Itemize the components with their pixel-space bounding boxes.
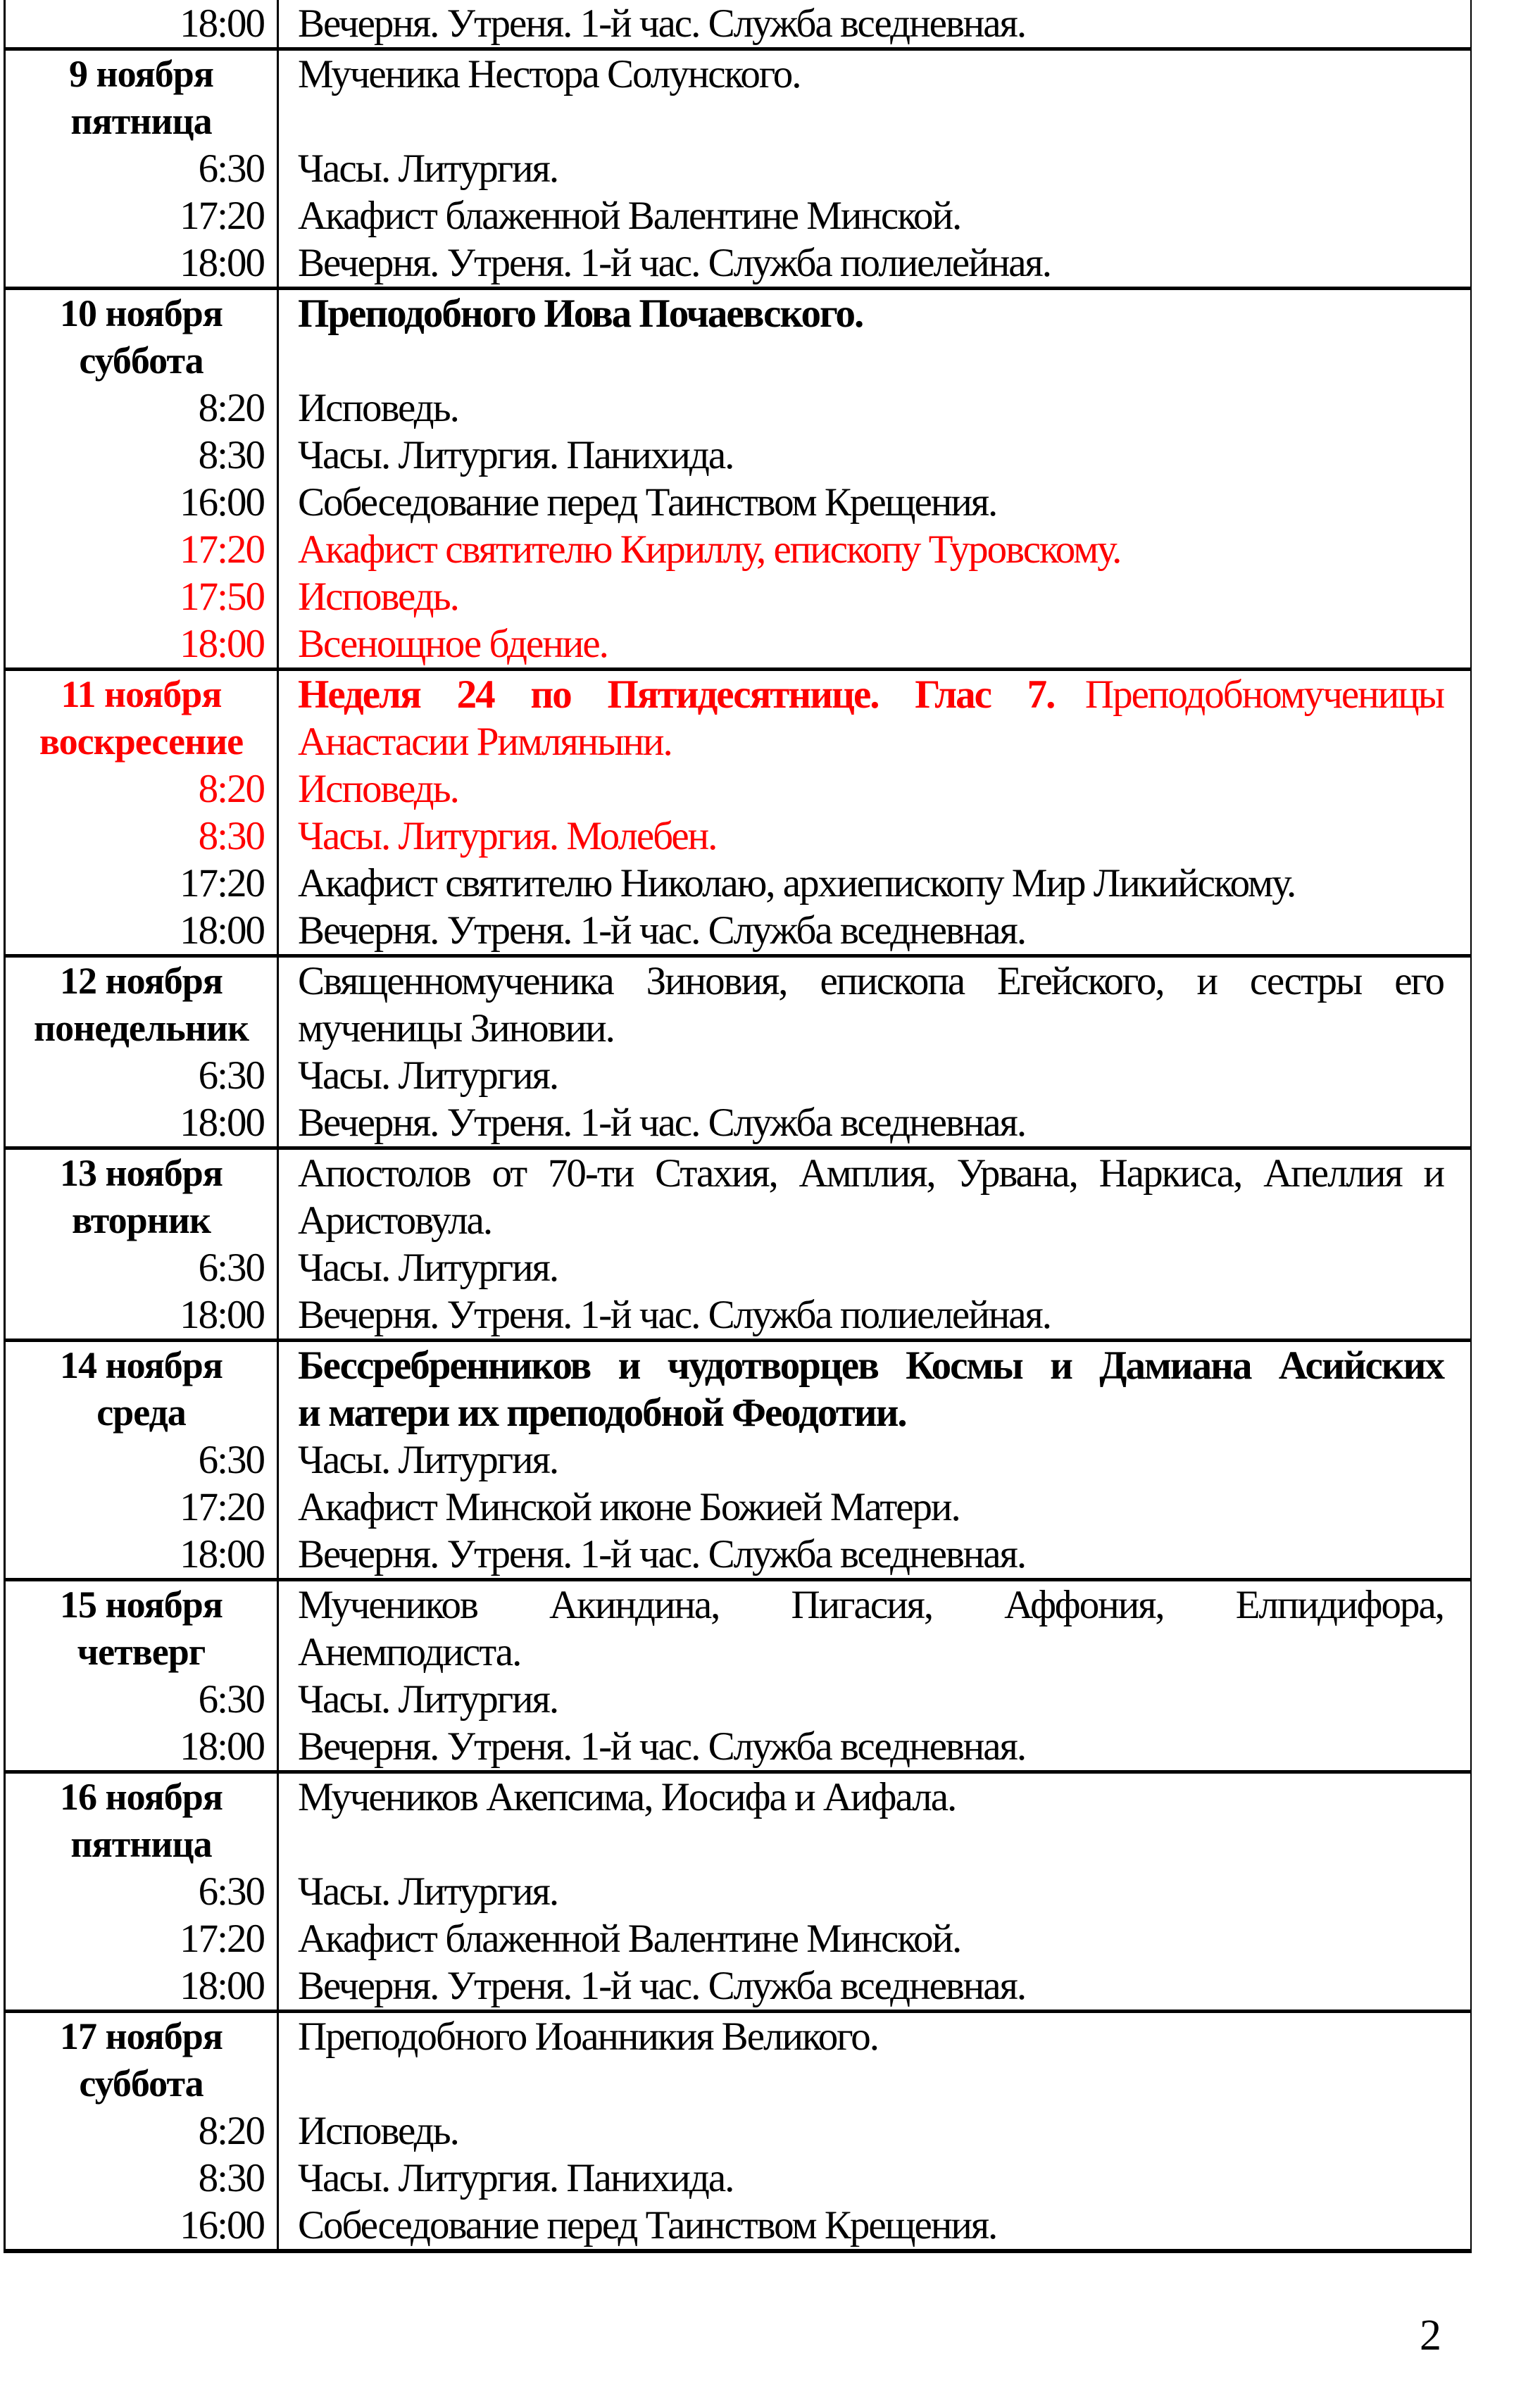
schedule-row [6,1436,1470,1484]
service-text: Часы. Литургия. [298,1869,558,1914]
date-label: 13 ноября [59,1152,223,1194]
service-text: Вечерня. Утреня. 1-й час. Служба полиелейная. [298,241,1051,285]
date-time-cell [6,1531,279,1578]
service-cell [279,2202,1470,2249]
date-label: среда [96,1391,186,1434]
schedule-row [6,1915,1470,1962]
schedule-row [6,620,1470,667]
time-label: 8:30 [198,2156,264,2200]
service-text: Анемподиста. [298,1630,521,1674]
day-section [6,0,1470,47]
service-cell [279,98,1470,145]
service-text: Преподобного Иоанникия Великого. [298,2014,878,2059]
schedule-row [6,479,1470,526]
service-cell [279,1581,1470,1629]
day-section [6,667,1470,954]
date-time-cell [6,239,279,287]
service-text: Часы. Литургия. Панихида. [298,2156,734,2200]
service-cell [279,1342,1470,1389]
time-label: 17:20 [180,194,264,238]
service-cell [279,526,1470,573]
time-label: 17:20 [180,527,264,572]
date-time-cell [6,0,279,47]
date-time-cell [6,192,279,239]
service-cell [279,1291,1470,1339]
service-cell [279,1676,1470,1723]
service-text: Акафист блаженной Валентине Минской. [298,1917,961,1961]
service-text: Исповедь. [298,767,458,811]
schedule-row [6,337,1470,384]
page-number: 2 [1420,2312,1441,2359]
date-time-cell [6,671,279,718]
service-text: Исповедь. [298,386,458,430]
service-text: Часы. Литургия. Панихида. [298,433,734,477]
service-text: Вечерня. Утреня. 1-й час. Служба вседневная. [298,1,1026,46]
time-label: 6:30 [198,1246,264,1290]
service-text: Акафист святителю Николаю, архиепископу Мир Ликийскому. [298,861,1296,905]
service-text: мученицы Зиновии. [298,1006,614,1051]
time-label: 16:00 [180,2203,264,2248]
schedule-row [6,1291,1470,1339]
date-label: 17 ноября [59,2015,223,2057]
service-cell [279,239,1470,287]
service-cell [279,765,1470,813]
service-cell [279,1629,1470,1676]
service-cell [279,384,1470,432]
service-cell [279,1868,1470,1915]
service-text: Мученика Нестора Солунского. [298,52,801,96]
date-time-cell [6,1052,279,1099]
date-time-cell [6,1676,279,1723]
date-time-cell [6,2060,279,2107]
service-text: Часы. Литургия. [298,1438,558,1482]
service-cell [279,1531,1470,1578]
service-text: Собеседование перед Таинством Крещения. [298,480,997,525]
service-cell [279,479,1470,526]
date-time-cell [6,145,279,192]
time-label: 16:00 [180,480,264,525]
time-label: 8:20 [198,767,264,811]
service-cell [279,813,1470,860]
schedule-row [6,526,1470,573]
date-time-cell [6,1821,279,1868]
service-cell [279,1821,1470,1868]
schedule-row [6,907,1470,954]
date-time-cell [6,290,279,337]
time-label: 8:30 [198,814,264,858]
date-time-cell [6,479,279,526]
service-cell [279,1774,1470,1821]
service-cell [279,290,1470,337]
time-label: 18:00 [180,1,264,46]
schedule-row [6,2013,1470,2060]
service-cell [279,1389,1470,1436]
date-label: суббота [79,339,204,382]
date-label: 14 ноября [59,1344,223,1386]
schedule-row [6,1774,1470,1821]
date-time-cell [6,1868,279,1915]
date-label: 16 ноября [59,1776,223,1818]
date-time-cell [6,2202,279,2249]
schedule-row [6,1531,1470,1578]
service-cell [279,1244,1470,1291]
date-time-cell [6,1389,279,1436]
service-text: Часы. Литургия. [298,1246,558,1290]
date-time-cell [6,1291,279,1339]
schedule-row [6,384,1470,432]
service-cell [279,1484,1470,1531]
schedule-row [6,1581,1470,1629]
date-time-cell [6,1197,279,1244]
schedule-row [6,1723,1470,1770]
service-cell [279,907,1470,954]
service-cell [279,860,1470,907]
service-text: Апостолов от 70-ти Стахия, Амплия, Урвана, Наркиса, Апеллия и [298,1151,1444,1196]
date-time-cell [6,907,279,954]
service-text: Мучеников Акепсима, Иосифа и Аифала. [298,1775,956,1819]
service-cell [279,337,1470,384]
service-cell [279,1915,1470,1962]
service-text: Вечерня. Утреня. 1-й час. Служба вседневная. [298,1532,1026,1576]
schedule-row [6,573,1470,620]
schedule-row [6,2060,1470,2107]
date-time-cell [6,813,279,860]
schedule-row [6,432,1470,479]
date-label: суббота [79,2062,204,2105]
time-label: 17:20 [180,1917,264,1961]
date-label: 15 ноября [59,1584,223,1626]
date-label: 12 ноября [59,960,223,1002]
service-text: Преподобного Иова Почаевского. [298,291,863,336]
date-label: 9 ноября [68,53,214,95]
schedule-row [6,813,1470,860]
date-label: пятница [70,1823,212,1865]
time-label: 8:20 [198,386,264,430]
day-section [6,2010,1470,2249]
schedule-row [6,1821,1470,1868]
date-time-cell [6,2013,279,2060]
service-cell [279,1723,1470,1770]
service-text: Исповедь. [298,2109,458,2153]
time-label: 18:00 [180,1964,264,2008]
schedule-row [6,1962,1470,2010]
time-label: 17:50 [180,575,264,619]
service-cell [279,2013,1470,2060]
date-time-cell [6,526,279,573]
schedule-row [6,239,1470,287]
date-time-cell [6,1723,279,1770]
time-label: 18:00 [180,1724,264,1769]
service-text: и матери их преподобной Феодотии. [298,1391,906,1435]
day-section [6,954,1470,1146]
service-text: Акафист Минской иконе Божией Матери. [298,1485,960,1529]
schedule-row [6,860,1470,907]
date-time-cell [6,1581,279,1629]
schedule-row [6,98,1470,145]
service-text: Исповедь. [298,575,458,619]
service-cell [279,2107,1470,2155]
day-section [6,1770,1470,2010]
service-text: Часы. Литургия. [298,1053,558,1098]
schedule-row [6,1099,1470,1146]
service-text: Вечерня. Утреня. 1-й час. Служба вседневная. [298,1964,1026,2008]
schedule-row [6,1005,1470,1052]
date-label: пятница [70,100,212,142]
day-section [6,287,1470,667]
date-time-cell [6,1342,279,1389]
date-label: воскресение [39,720,244,763]
date-label: четверг [77,1631,206,1673]
service-text: Мучеников Акиндина, Пигасия, Аффония, Елпидифора, [298,1583,1444,1627]
schedule-row [6,1676,1470,1723]
schedule-row [6,1342,1470,1389]
service-cell [279,573,1470,620]
day-section [6,1339,1470,1578]
service-text: Вечерня. Утреня. 1-й час. Служба вседневная. [298,908,1026,953]
date-time-cell [6,1005,279,1052]
date-time-cell [6,337,279,384]
service-cell [279,432,1470,479]
schedule-row [6,1150,1470,1197]
schedule-row [6,1052,1470,1099]
schedule-row [6,2155,1470,2202]
schedule-row [6,1629,1470,1676]
date-time-cell [6,1915,279,1962]
date-time-cell [6,98,279,145]
schedule-row [6,0,1470,47]
time-label: 6:30 [198,1869,264,1914]
time-label: 18:00 [180,908,264,953]
service-cell [279,0,1470,47]
service-text: Часы. Литургия. [298,1677,558,1722]
service-cell [279,1436,1470,1484]
time-label: 17:20 [180,861,264,905]
schedule-row [6,1484,1470,1531]
date-time-cell [6,958,279,1005]
date-time-cell [6,2155,279,2202]
schedule-row [6,1244,1470,1291]
date-label: вторник [71,1199,211,1241]
service-cell [279,1099,1470,1146]
date-label: 10 ноября [59,292,223,334]
date-time-cell [6,51,279,98]
day-section [6,1146,1470,1339]
date-time-cell [6,1150,279,1197]
day-section [6,47,1470,287]
schedule-table [4,0,1472,2253]
schedule-row [6,958,1470,1005]
day-section [6,1578,1470,1770]
service-cell [279,145,1470,192]
schedule-row [6,192,1470,239]
schedule-row [6,1868,1470,1915]
service-cell [279,2060,1470,2107]
date-time-cell [6,860,279,907]
schedule-row [6,718,1470,765]
time-label: 8:30 [198,433,264,477]
service-text: Акафист блаженной Валентине Минской. [298,194,961,238]
schedule-row [6,2202,1470,2249]
service-cell [279,2155,1470,2202]
time-label: 18:00 [180,1293,264,1337]
service-cell [279,1150,1470,1197]
service-text: Вечерня. Утреня. 1-й час. Служба полиелейная. [298,1293,1051,1337]
schedule-row [6,290,1470,337]
date-label: 11 ноября [61,673,222,715]
service-cell [279,1962,1470,2010]
service-text: Аристовула. [298,1198,492,1243]
time-label: 18:00 [180,1532,264,1576]
time-label: 18:00 [180,1101,264,1145]
time-label: 6:30 [198,146,264,191]
date-time-cell [6,1962,279,2010]
service-text: Часы. Литургия. [298,146,558,191]
service-text: Неделя 24 по Пятидесятнице. Глас 7. [298,672,1055,717]
time-label: 6:30 [198,1438,264,1482]
service-text: Бессребренников и чудотворцев Космы и Дамиана Асийских [298,1343,1444,1388]
service-cell [279,620,1470,667]
date-time-cell [6,1629,279,1676]
service-text: Часы. Литургия. Молебен. [298,814,717,858]
service-text: Священномученика Зиновия, епископа Егейского, и сестры его [298,959,1444,1003]
date-time-cell [6,765,279,813]
date-time-cell [6,1244,279,1291]
service-cell [279,1052,1470,1099]
schedule-row [6,2107,1470,2155]
schedule-row [6,1197,1470,1244]
schedule-row [6,1389,1470,1436]
service-cell [279,671,1470,718]
date-time-cell [6,1436,279,1484]
schedule-row [6,51,1470,98]
date-time-cell [6,1484,279,1531]
time-label: 18:00 [180,241,264,285]
time-label: 8:20 [198,2109,264,2153]
schedule-row [6,145,1470,192]
service-text: Акафист святителю Кириллу, епископу Туровскому. [298,527,1121,572]
service-cell [279,1005,1470,1052]
date-time-cell [6,384,279,432]
date-time-cell [6,573,279,620]
date-time-cell [6,1774,279,1821]
date-time-cell [6,2107,279,2155]
service-text: Вечерня. Утреня. 1-й час. Служба вседневная. [298,1101,1026,1145]
service-cell [279,1197,1470,1244]
service-text: Вечерня. Утреня. 1-й час. Служба вседневная. [298,1724,1026,1769]
time-label: 18:00 [180,622,264,666]
service-text: Всенощное бдение. [298,622,608,666]
service-cell [279,958,1470,1005]
service-cell [279,718,1470,765]
service-text: Анастасии Римляныни. [298,720,672,764]
service-text: Преподобномученицы [1084,672,1444,717]
service-text: Собеседование перед Таинством Крещения. [298,2203,997,2248]
date-time-cell [6,1099,279,1146]
date-label: понедельник [34,1007,249,1049]
date-time-cell [6,620,279,667]
date-time-cell [6,718,279,765]
service-cell [279,192,1470,239]
service-cell [279,51,1470,98]
time-label: 6:30 [198,1677,264,1722]
schedule-row [6,765,1470,813]
schedule-row [6,671,1470,718]
time-label: 17:20 [180,1485,264,1529]
time-label: 6:30 [198,1053,264,1098]
date-time-cell [6,432,279,479]
